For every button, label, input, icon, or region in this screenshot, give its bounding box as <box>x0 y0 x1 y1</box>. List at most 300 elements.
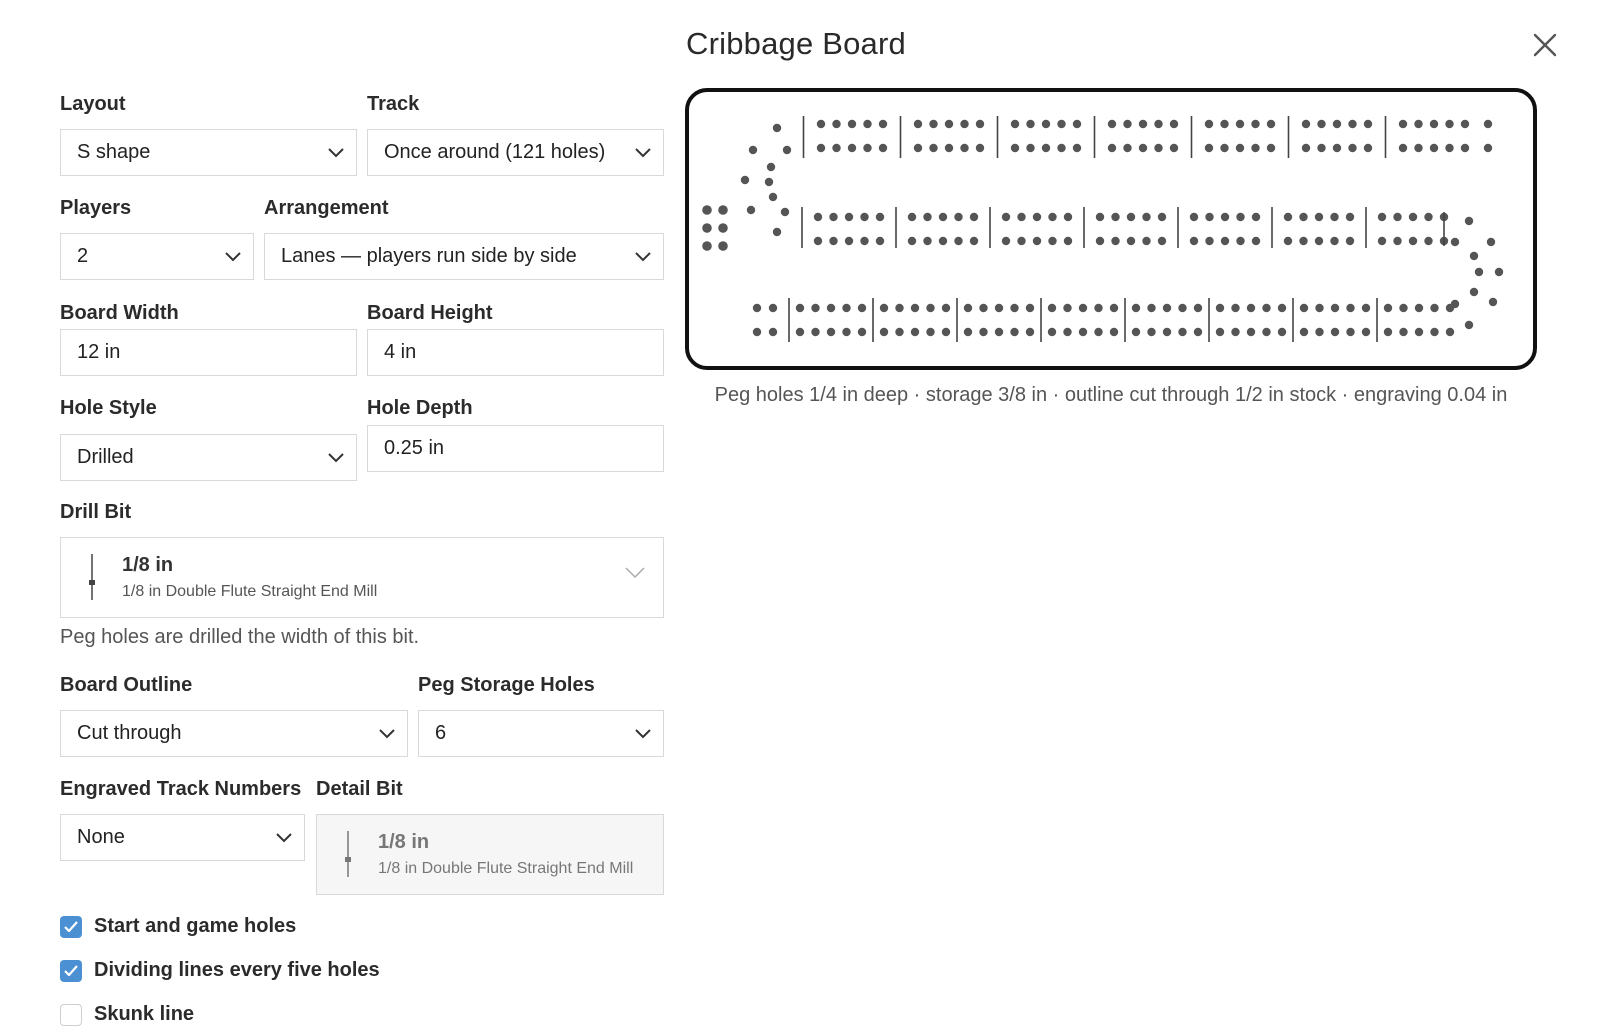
peg-hole <box>1475 268 1483 276</box>
drill-bit-description: 1/8 in Double Flute Straight End Mill <box>122 583 378 600</box>
peg-hole <box>911 328 919 336</box>
peg-hole <box>926 304 934 312</box>
peg-hole <box>1033 237 1041 245</box>
peg-hole <box>1415 304 1423 312</box>
peg-hole <box>911 304 919 312</box>
peg-hole <box>832 144 840 152</box>
hole-depth-value: 0.25 in <box>384 437 445 459</box>
peg-hole <box>1414 144 1422 152</box>
peg-hole <box>702 205 712 215</box>
board-outline-value: Cut through <box>77 722 182 744</box>
peg-hole <box>1142 237 1150 245</box>
peg-hole <box>1190 237 1198 245</box>
peg-hole <box>767 163 775 171</box>
peg-hole <box>1073 120 1081 128</box>
peg-hole <box>1205 237 1213 245</box>
peg-hole <box>1010 328 1018 336</box>
chevron-down-icon <box>316 130 356 175</box>
peg-hole <box>1111 213 1119 221</box>
peg-hole <box>964 328 972 336</box>
peg-hole <box>914 144 922 152</box>
peg-hole <box>814 237 822 245</box>
peg-hole <box>1446 328 1454 336</box>
peg-hole <box>1451 300 1459 308</box>
peg-hole <box>1302 144 1310 152</box>
peg-hole <box>1430 328 1438 336</box>
peg-hole <box>1399 304 1407 312</box>
peg-hole <box>827 304 835 312</box>
peg-hole <box>1094 304 1102 312</box>
peg-hole <box>1236 144 1244 152</box>
peg-hole <box>769 193 777 201</box>
peg-hole <box>1231 328 1239 336</box>
peg-hole <box>1251 120 1259 128</box>
peg-hole <box>1123 120 1131 128</box>
peg-hole <box>1002 213 1010 221</box>
peg-hole <box>1170 144 1178 152</box>
peg-hole <box>960 144 968 152</box>
peg-hole <box>1048 213 1056 221</box>
peg-hole <box>1299 213 1307 221</box>
peg-hole <box>1079 328 1087 336</box>
peg-hole <box>1064 237 1072 245</box>
peg-hole <box>923 213 931 221</box>
peg-hole <box>1048 237 1056 245</box>
peg-hole <box>1247 328 1255 336</box>
peg-hole <box>1284 213 1292 221</box>
peg-hole <box>814 213 822 221</box>
chevron-down-icon <box>625 566 645 584</box>
peg-hole <box>1073 144 1081 152</box>
peg-hole <box>876 213 884 221</box>
peg-hole <box>1123 144 1131 152</box>
end-mill-icon <box>343 831 353 882</box>
layout-label: Layout <box>60 93 126 115</box>
close-icon <box>1530 30 1560 60</box>
peg-hole <box>1430 144 1438 152</box>
peg-hole <box>908 237 916 245</box>
peg-hole <box>860 237 868 245</box>
peg-hole <box>1127 213 1135 221</box>
drill-bit-name: 1/8 in <box>122 554 174 576</box>
board-holes-drawing <box>689 92 1533 366</box>
peg-hole <box>827 328 835 336</box>
peg-hole <box>1010 304 1018 312</box>
preview-caption: Peg holes 1/4 in deep · storage 3/8 in · outline cut through 1/2 in stock · engraving 0.04 in <box>714 384 1508 406</box>
peg-hole <box>1362 304 1370 312</box>
peg-hole <box>796 304 804 312</box>
peg-hole <box>811 328 819 336</box>
detail-bit-description: 1/8 in Double Flute Straight End Mill <box>378 860 634 877</box>
peg-hole <box>1484 120 1492 128</box>
peg-hole <box>939 237 947 245</box>
peg-hole <box>796 328 804 336</box>
peg-hole <box>1414 120 1422 128</box>
peg-hole <box>1346 213 1354 221</box>
peg-hole <box>1110 328 1118 336</box>
peg-storage-value: 6 <box>435 722 447 744</box>
hole-style-select[interactable] <box>60 434 357 481</box>
peg-hole <box>781 208 789 216</box>
peg-hole <box>1178 328 1186 336</box>
peg-storage-select[interactable] <box>418 710 664 757</box>
peg-hole <box>1139 144 1147 152</box>
engraved-numbers-label: Engraved Track Numbers <box>60 778 302 800</box>
peg-hole <box>1278 328 1286 336</box>
peg-hole <box>1079 304 1087 312</box>
board-outline-select[interactable] <box>60 710 408 757</box>
peg-hole <box>858 304 866 312</box>
peg-hole <box>863 144 871 152</box>
peg-hole <box>1057 144 1065 152</box>
board-height-label: Board Height <box>367 302 493 324</box>
skunk-line-checkbox[interactable] <box>60 1003 194 1026</box>
peg-hole <box>942 304 950 312</box>
drill-bit-select[interactable] <box>60 537 664 618</box>
peg-hole <box>817 144 825 152</box>
peg-hole <box>1154 120 1162 128</box>
peg-hole <box>773 124 781 132</box>
players-select[interactable] <box>60 233 254 280</box>
peg-hole <box>702 241 712 251</box>
peg-hole <box>1094 328 1102 336</box>
peg-hole <box>811 304 819 312</box>
end-mill-icon <box>87 554 97 605</box>
chevron-down-icon <box>623 234 663 279</box>
peg-hole <box>1057 120 1065 128</box>
peg-hole <box>749 146 757 154</box>
peg-hole <box>880 328 888 336</box>
board-width-value: 12 in <box>77 341 121 363</box>
peg-hole <box>954 237 962 245</box>
peg-hole <box>1002 237 1010 245</box>
peg-hole <box>970 237 978 245</box>
peg-hole <box>1096 237 1104 245</box>
peg-hole <box>1216 304 1224 312</box>
peg-hole <box>1409 237 1417 245</box>
arrangement-select[interactable] <box>264 233 664 280</box>
arrangement-label: Arrangement <box>264 197 389 219</box>
peg-hole <box>1236 120 1244 128</box>
peg-hole <box>895 328 903 336</box>
peg-hole <box>1063 328 1071 336</box>
peg-hole <box>769 328 777 336</box>
peg-storage-label: Peg Storage Holes <box>418 674 595 696</box>
peg-hole <box>1399 328 1407 336</box>
peg-hole <box>1132 304 1140 312</box>
peg-hole <box>1110 304 1118 312</box>
peg-hole <box>879 144 887 152</box>
peg-hole <box>960 120 968 128</box>
peg-hole <box>1302 120 1310 128</box>
peg-hole <box>1205 144 1213 152</box>
drill-bit-label: Drill Bit <box>60 501 132 523</box>
checkbox-empty <box>60 1004 82 1026</box>
chevron-down-icon <box>623 711 663 756</box>
start-game-holes-label: Start and game holes <box>94 915 297 937</box>
peg-hole <box>718 223 728 233</box>
peg-hole <box>1315 328 1323 336</box>
peg-hole <box>848 144 856 152</box>
peg-hole <box>976 144 984 152</box>
board-width-label: Board Width <box>60 302 179 324</box>
peg-hole <box>863 120 871 128</box>
hole-style-label: Hole Style <box>60 397 157 419</box>
peg-hole <box>753 328 761 336</box>
peg-hole <box>995 304 1003 312</box>
peg-hole <box>976 120 984 128</box>
peg-hole <box>829 213 837 221</box>
peg-hole <box>979 328 987 336</box>
peg-hole <box>1445 120 1453 128</box>
chevron-down-icon <box>623 130 663 175</box>
check-icon <box>60 916 82 938</box>
peg-hole <box>832 120 840 128</box>
peg-hole <box>1236 213 1244 221</box>
peg-hole <box>1393 237 1401 245</box>
peg-hole <box>1026 328 1034 336</box>
peg-hole <box>1154 144 1162 152</box>
hole-depth-label: Hole Depth <box>367 397 473 419</box>
peg-hole <box>1470 288 1478 296</box>
peg-hole <box>1011 144 1019 152</box>
peg-hole <box>1300 304 1308 312</box>
engraved-numbers-select[interactable] <box>60 814 305 861</box>
peg-hole <box>1063 304 1071 312</box>
peg-hole <box>1216 328 1224 336</box>
peg-hole <box>718 241 728 251</box>
peg-hole <box>1142 213 1150 221</box>
peg-hole <box>1465 217 1473 225</box>
peg-hole <box>1362 328 1370 336</box>
peg-hole <box>1158 237 1166 245</box>
peg-hole <box>1451 238 1459 246</box>
peg-hole <box>895 304 903 312</box>
peg-hole <box>1284 237 1292 245</box>
chevron-down-icon <box>213 234 253 279</box>
board-height-input[interactable] <box>367 329 664 376</box>
peg-hole <box>1300 328 1308 336</box>
start-game-holes-checkbox[interactable] <box>60 915 296 938</box>
peg-hole <box>718 205 728 215</box>
track-label: Track <box>367 93 420 115</box>
peg-hole <box>1378 237 1386 245</box>
engraved-numbers-value: None <box>77 826 125 848</box>
peg-hole <box>1170 120 1178 128</box>
peg-hole <box>1348 144 1356 152</box>
peg-hole <box>1163 304 1171 312</box>
peg-hole <box>1484 144 1492 152</box>
peg-hole <box>1252 213 1260 221</box>
peg-hole <box>1495 268 1503 276</box>
peg-hole <box>1399 120 1407 128</box>
peg-hole <box>1042 120 1050 128</box>
peg-hole <box>1330 213 1338 221</box>
peg-hole <box>1470 252 1478 260</box>
check-icon <box>60 960 82 982</box>
peg-hole <box>1317 144 1325 152</box>
peg-hole <box>1205 213 1213 221</box>
peg-hole <box>1163 328 1171 336</box>
peg-hole <box>845 237 853 245</box>
peg-hole <box>929 120 937 128</box>
peg-hole <box>1267 144 1275 152</box>
peg-hole <box>1236 237 1244 245</box>
peg-hole <box>1147 328 1155 336</box>
chevron-down-icon <box>316 435 356 480</box>
arrangement-value: Lanes — players run side by side <box>281 245 577 267</box>
peg-hole <box>858 328 866 336</box>
peg-hole <box>1190 213 1198 221</box>
close-button[interactable] <box>1530 30 1560 60</box>
peg-hole <box>929 144 937 152</box>
chevron-down-icon <box>264 815 304 860</box>
peg-hole <box>1017 213 1025 221</box>
peg-hole <box>1315 304 1323 312</box>
peg-hole <box>1147 304 1155 312</box>
peg-hole <box>1415 328 1423 336</box>
peg-hole <box>1158 213 1166 221</box>
peg-hole <box>1346 237 1354 245</box>
peg-hole <box>1430 304 1438 312</box>
peg-hole <box>1048 328 1056 336</box>
peg-hole <box>1364 144 1372 152</box>
peg-hole <box>765 178 773 186</box>
peg-hole <box>1331 328 1339 336</box>
peg-hole <box>842 304 850 312</box>
peg-hole <box>995 328 1003 336</box>
players-label: Players <box>60 197 132 219</box>
peg-hole <box>926 328 934 336</box>
board-height-value: 4 in <box>384 341 417 363</box>
board-width-input[interactable] <box>60 329 357 376</box>
peg-hole <box>1247 304 1255 312</box>
peg-hole <box>1267 120 1275 128</box>
peg-hole <box>942 328 950 336</box>
peg-hole <box>979 304 987 312</box>
peg-hole <box>829 237 837 245</box>
peg-hole <box>1033 213 1041 221</box>
peg-hole <box>1315 237 1323 245</box>
board-outline-label: Board Outline <box>60 674 193 696</box>
peg-hole <box>923 237 931 245</box>
dividing-lines-label: Dividing lines every five holes <box>94 959 380 981</box>
peg-hole <box>1384 328 1392 336</box>
peg-hole <box>945 120 953 128</box>
players-value: 2 <box>77 245 89 267</box>
peg-hole <box>783 146 791 154</box>
peg-hole <box>1424 237 1432 245</box>
peg-hole <box>1231 304 1239 312</box>
detail-bit-label: Detail Bit <box>316 778 403 800</box>
peg-hole <box>954 213 962 221</box>
peg-hole <box>848 120 856 128</box>
peg-hole <box>1399 144 1407 152</box>
peg-hole <box>1330 237 1338 245</box>
peg-hole <box>1489 298 1497 306</box>
peg-hole <box>964 304 972 312</box>
peg-hole <box>753 304 761 312</box>
peg-hole <box>1315 213 1323 221</box>
peg-hole <box>1064 213 1072 221</box>
panel-title: Cribbage Board <box>686 26 906 61</box>
peg-hole <box>1299 237 1307 245</box>
peg-hole <box>845 213 853 221</box>
peg-hole <box>1026 144 1034 152</box>
chevron-down-icon <box>367 711 407 756</box>
peg-hole <box>1461 144 1469 152</box>
peg-hole <box>1127 237 1135 245</box>
peg-hole <box>842 328 850 336</box>
skunk-line-label: Skunk line <box>94 1003 195 1025</box>
peg-hole <box>769 304 777 312</box>
peg-hole <box>1221 213 1229 221</box>
peg-hole <box>1331 304 1339 312</box>
peg-hole <box>908 213 916 221</box>
peg-hole <box>1346 304 1354 312</box>
cribbage-board-preview <box>685 88 1537 370</box>
peg-hole <box>1262 328 1270 336</box>
peg-hole <box>1017 237 1025 245</box>
peg-hole <box>1317 120 1325 128</box>
peg-hole <box>747 206 755 214</box>
track-value: Once around (121 holes) <box>384 141 606 163</box>
peg-hole <box>1262 304 1270 312</box>
peg-hole <box>1132 328 1140 336</box>
peg-hole <box>1384 304 1392 312</box>
peg-hole <box>1465 321 1473 329</box>
detail-bit-name: 1/8 in <box>378 831 430 853</box>
peg-hole <box>1409 213 1417 221</box>
peg-hole <box>1108 144 1116 152</box>
peg-hole <box>1194 328 1202 336</box>
peg-hole <box>1221 237 1229 245</box>
peg-hole <box>880 304 888 312</box>
peg-hole <box>1205 120 1213 128</box>
peg-hole <box>1378 213 1386 221</box>
detail-bit-select <box>316 814 664 895</box>
peg-hole <box>1346 328 1354 336</box>
peg-hole <box>773 228 781 236</box>
peg-hole <box>970 213 978 221</box>
track-select[interactable] <box>367 129 664 176</box>
peg-hole <box>1461 120 1469 128</box>
dividing-lines-checkbox[interactable] <box>60 959 380 982</box>
peg-hole <box>860 213 868 221</box>
peg-hole <box>1139 120 1147 128</box>
peg-hole <box>1011 120 1019 128</box>
peg-hole <box>879 120 887 128</box>
peg-hole <box>1251 144 1259 152</box>
layout-select[interactable] <box>60 129 357 176</box>
peg-hole <box>876 237 884 245</box>
peg-hole <box>1108 120 1116 128</box>
peg-hole <box>914 120 922 128</box>
peg-hole <box>1042 144 1050 152</box>
peg-hole <box>1026 304 1034 312</box>
peg-hole <box>1194 304 1202 312</box>
peg-hole <box>1278 304 1286 312</box>
peg-hole <box>1333 120 1341 128</box>
peg-hole <box>1111 237 1119 245</box>
hole-depth-input[interactable] <box>367 425 664 472</box>
layout-value: S shape <box>77 141 151 163</box>
peg-hole <box>702 223 712 233</box>
peg-hole <box>1364 120 1372 128</box>
peg-hole <box>741 176 749 184</box>
peg-hole <box>1220 144 1228 152</box>
peg-hole <box>1393 213 1401 221</box>
